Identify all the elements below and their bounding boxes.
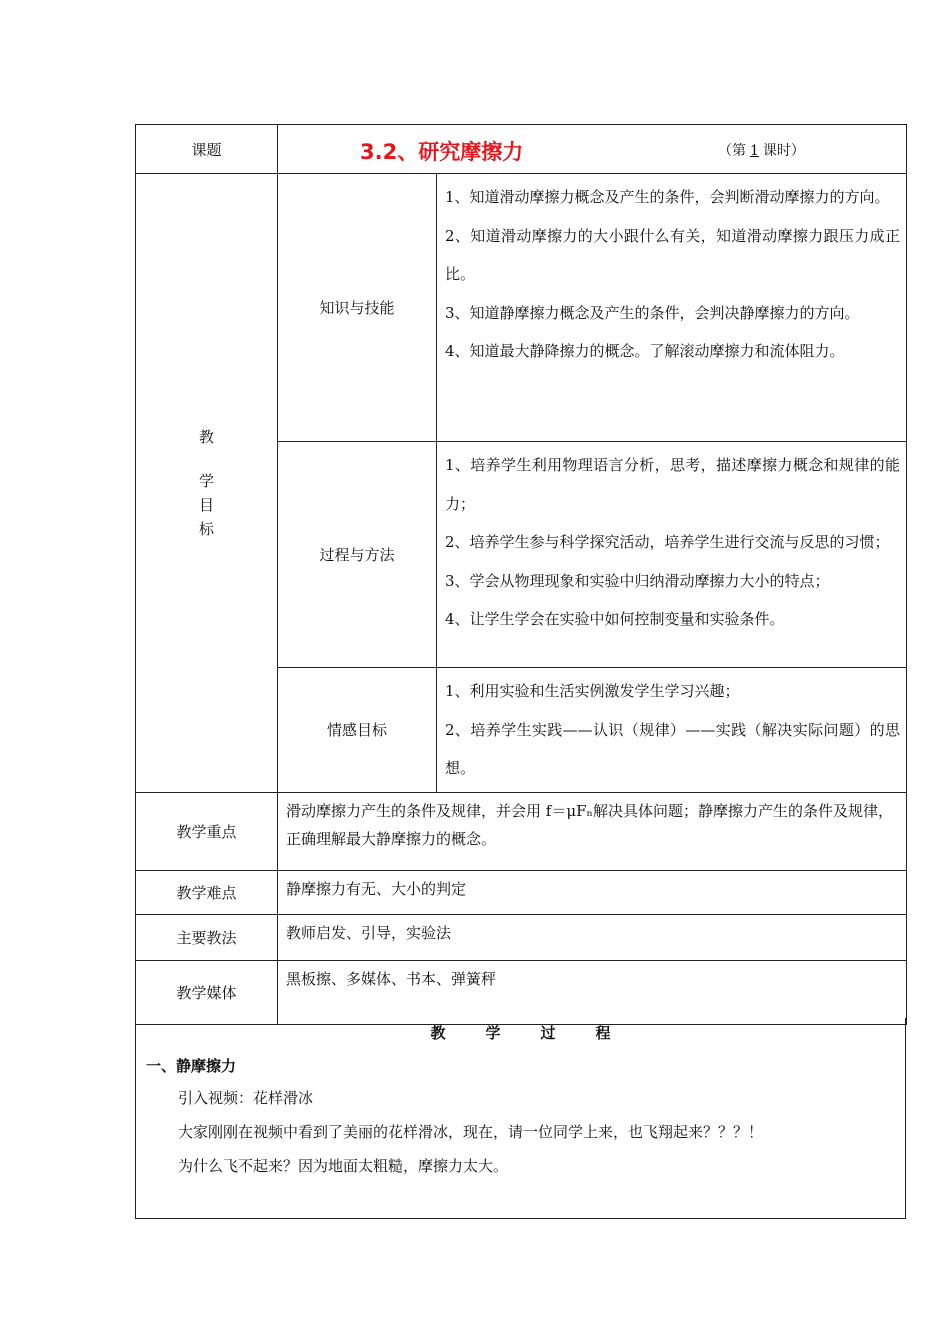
list-item: 4、知道最大静降擦力的概念。了解滚动摩擦力和流体阻力。 <box>445 342 845 360</box>
objective-group-emotion: 情感目标 <box>278 668 437 793</box>
list-item: 1、培养学生利用物理语言分析，思考，描述摩擦力概念和规律的能力； <box>445 456 900 513</box>
list-item: 1、利用实验和生活实例激发学生学习兴趣； <box>445 682 740 700</box>
knowledge-list <box>437 174 907 442</box>
media-text: 黑板擦、多媒体、书本、弹簧秤 <box>278 960 907 1024</box>
media-label: 教学媒体 <box>136 960 278 1024</box>
process-title: 教学过程 <box>430 1024 651 1042</box>
difficulty-label: 教学难点 <box>136 870 278 914</box>
teaching-process-box <box>135 1018 906 1219</box>
lesson-number: 1 <box>750 143 759 159</box>
list-item: 4、让学生学会在实验中如何控制变量和实验条件。 <box>445 610 785 628</box>
list-item: 1、知道滑动摩擦力概念及产生的条件，会判断滑动摩擦力的方向。 <box>445 188 890 206</box>
process-list <box>437 442 907 668</box>
key-points-label: 教学重点 <box>136 792 278 870</box>
paragraph: 引入视频：花样滑冰 <box>178 1089 314 1107</box>
topic-label: 课题 <box>136 125 278 174</box>
method-label: 主要教法 <box>136 914 278 960</box>
lesson-plan-table <box>135 124 907 1025</box>
lesson-period: （第 1 课时） <box>718 143 805 159</box>
method-text: 教师启发、引导，实验法 <box>278 914 907 960</box>
list-item: 3、学会从物理现象和实验中归纳滑动摩擦力大小的特点； <box>445 571 830 590</box>
list-item: 2、培养学生实践——认识（规律）——实践（解决实际问题）的思想。 <box>445 720 900 777</box>
emotion-list <box>437 668 907 793</box>
title-cell <box>278 125 907 174</box>
list-item: 2、知道滑动摩擦力的大小跟什么有关，知道滑动摩擦力跟压力成正比。 <box>445 226 900 283</box>
objectives-label: 教 学 目 标 <box>136 174 278 793</box>
difficulty-text: 静摩擦力有无、大小的判定 <box>278 870 907 914</box>
paragraph: 大家刚刚在视频中看到了美丽的花样滑冰，现在，请一位同学上来，也飞翔起来？？？！ <box>178 1123 764 1141</box>
key-points-text: 滑动摩擦力产生的条件及规律，并会用 f＝μFₙ解决具体问题；静摩擦力产生的条件及规律，正确理解最大静摩擦力的概念。 <box>278 792 907 870</box>
section-heading: 一、静摩擦力 <box>146 1057 237 1075</box>
lesson-title: 3.2、研究摩擦力 <box>360 140 524 164</box>
objective-group-knowledge: 知识与技能 <box>278 174 437 442</box>
list-item: 3、知道静摩擦力概念及产生的条件，会判决静摩擦力的方向。 <box>445 303 860 322</box>
paragraph: 为什么飞不起来？因为地面太粗糙，摩擦力太大。 <box>178 1157 509 1175</box>
list-item: 2、培养学生参与科学探究活动，培养学生进行交流与反思的习惯； <box>445 533 890 551</box>
objective-group-process: 过程与方法 <box>278 442 437 668</box>
